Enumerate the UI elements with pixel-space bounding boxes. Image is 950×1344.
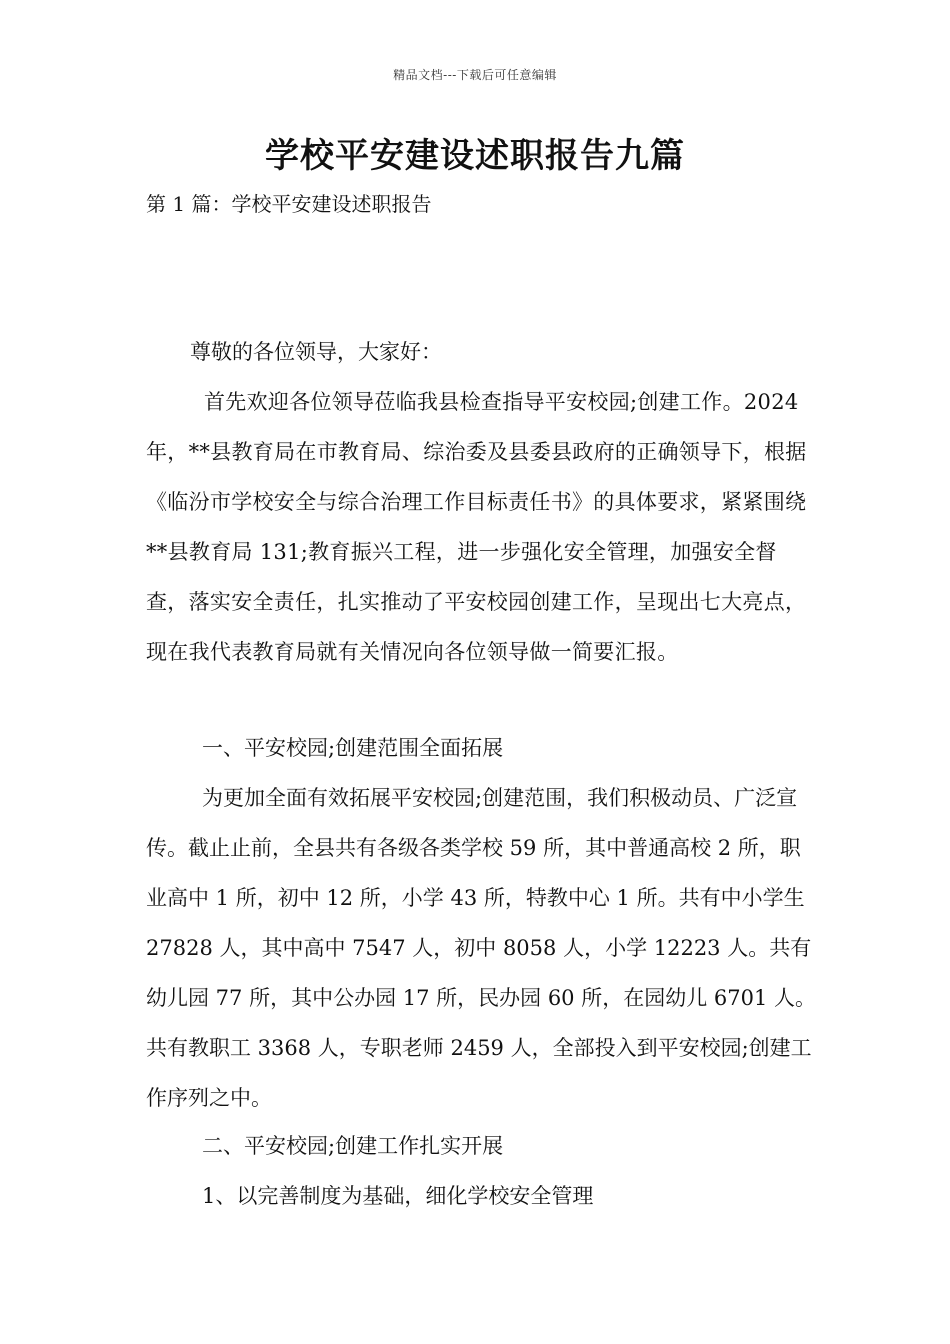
section-subheading-2-1: 1、以完善制度为基础，细化学校安全管理 — [202, 1184, 594, 1208]
greeting: 尊敬的各位领导，大家好： — [190, 340, 442, 364]
section-heading-2: 二、平安校园;创建工作扎实开展 — [202, 1134, 504, 1158]
header-note: 精品文档---下载后可任意编辑 — [393, 68, 557, 82]
section-heading-1: 一、平安校园;创建范围全面拓展 — [202, 736, 504, 760]
document-title: 学校平安建设述职报告九篇 — [265, 136, 685, 176]
paragraph-intro: 首先欢迎各位领导莅临我县检查指导平安校园;创建工作。2024 年，**县教育局在市教育局、综治委及县委县政府的正确领导下，根据《临汾市学校安全与综合治理工作目标责任书》的具体要求，紧紧围绕**县教育局 131;教育振兴工程，进一步强化安全管理，加强安全督查，落实安全责任，扎实推动了平安校园创建工作，呈现出七大亮点，现在我代表教育局就有关情况向各位领导做一简要汇报。 — [146, 390, 807, 664]
chapter-subtitle: 第 1 篇：学校平安建设述职报告 — [146, 192, 432, 216]
paragraph-statistics: 为更加全面有效拓展平安校园;创建范围，我们积极动员、广泛宣传。截止止前，全县共有各级各类学校 59 所，其中普通高校 2 所，职业高中 1 所，初中 12 所，小学 43 所，特教中心 1 所。共有中小学生 27828 人，其中高中 7547 人，初中 8058 人，小学 12223 人。共有幼儿园 77 所，其中公办园 17 所，民办园 60 所，在园幼儿 6701 人。共有教职工 3368 人，专职老师 2459 人，全部投入到平安校园;创建工作序列之中。 — [146, 786, 817, 1110]
